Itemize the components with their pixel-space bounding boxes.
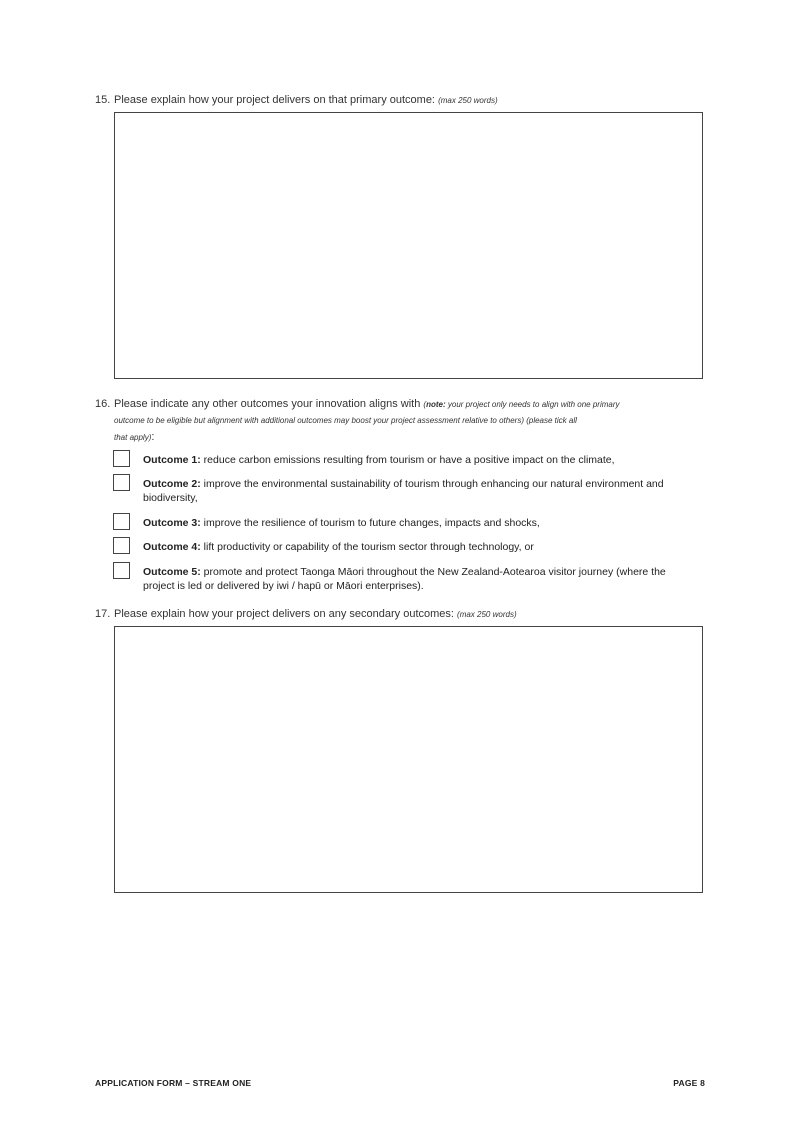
question-number: 16. [95,398,111,410]
question-17 [95,606,517,623]
question-text: Please explain how your project delivers on that primary outcome: [114,94,439,106]
outcome-text: promote and protect Taonga Māori throughout the New Zealand-Aotearoa visitor journey (where the project is led or delivered by iwi / hapū or Māori enterprises). [143,566,666,592]
hint-line-2: outcome to be eligible but alignment with additional outcomes may boost your project assessment relative to others) (please tick all [114,416,577,425]
hint-line-3: that apply) [114,433,152,442]
outcome-label: Outcome 1: [143,454,201,466]
outcome-label: Outcome 3: [143,517,201,529]
outcome-text: improve the environmental sustainability of tourism through enhancing our natural environment and biodiversity, [143,478,664,504]
outcome-1-checkbox[interactable] [113,450,130,467]
word-limit-hint: (max 250 words) [457,610,517,619]
outcome-label: Outcome 2: [143,478,201,490]
footer-form-title: APPLICATION FORM – STREAM ONE [95,1078,252,1088]
outcome-5-checkbox[interactable] [113,562,130,579]
outcome-text: reduce carbon emissions resulting from tourism or have a positive impact on the climate, [200,454,615,466]
outcome-3-checkbox[interactable] [113,513,130,530]
outcome-text: lift productivity or capability of the tourism sector through technology, or [200,541,534,553]
paren: ( [423,400,427,409]
word-limit-hint: (max 250 words) [438,96,498,105]
question-16 [95,396,690,446]
hint-line-1: your project only needs to align with one primary [445,400,620,409]
note-hint [423,400,619,409]
answer-box-q17[interactable] [114,626,703,893]
answer-box-q15[interactable] [114,112,703,379]
outcome-4-checkbox[interactable] [113,537,130,554]
question-15 [95,92,498,109]
outcome-2-checkbox[interactable] [113,474,130,491]
note-label: note: [426,400,446,409]
outcome-label: Outcome 4: [143,541,201,553]
colon: : [151,431,155,443]
outcome-label: Outcome 5: [143,566,201,578]
question-number: 17. [95,608,111,620]
outcome-text: improve the resilience of tourism to future changes, impacts and shocks, [200,517,540,529]
question-number: 15. [95,94,111,106]
footer-page-number: PAGE 8 [673,1078,705,1088]
question-text: Please indicate any other outcomes your innovation aligns with [114,398,424,410]
question-text: Please explain how your project delivers on any secondary outcomes: [114,608,458,620]
